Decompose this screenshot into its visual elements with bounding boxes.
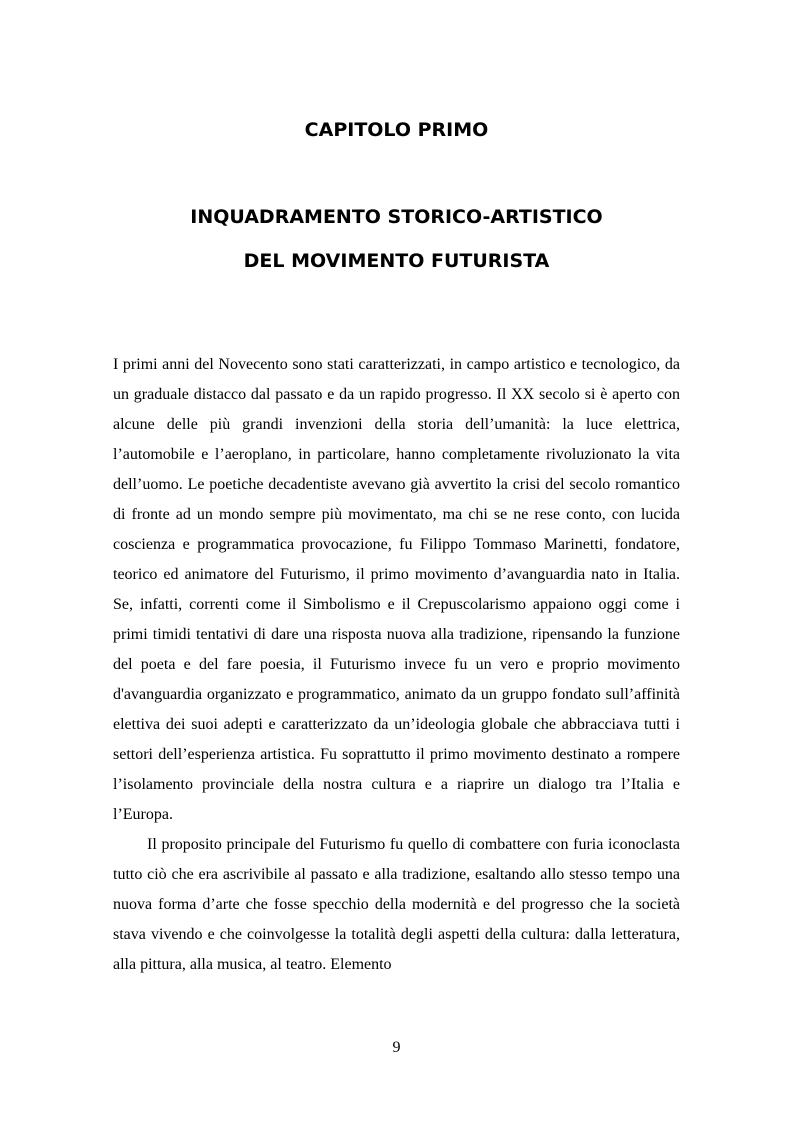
paragraph-1: I primi anni del Novecento sono stati caratterizzati, in campo artistico e tecnologico, da un graduale distacco dal passato e da un rapido progresso. Il XX secolo si è aperto con alcune delle più grandi invenzioni della storia dell’umanità: la luce elettrica, l’automobile e l’aeroplano, in particolare, hanno completamente rivoluzionato la vita dell’uomo. Le poetiche decadentiste avevano già avvertito la crisi del secolo romantico di fronte ad un mondo sempre più movimentato, ma chi se ne rese conto, con lucida coscienza e programmatica provocazione, fu Filippo Tommaso Marinetti, fondatore, teorico ed animatore del Futurismo, il primo movimento d’avanguardia nato in Italia. Se, infatti, correnti come il Simbolismo e il Crepuscolarismo appaiono oggi come i primi timidi tentativi di dare una risposta nuova alla tradizione, ripensando la funzione del poeta e del fare poesia, il Futurismo invece fu un vero e proprio movimento d'avanguardia organizzato e programmatico, animato da un gruppo fondato sull’affinità elettiva dei suoi adepti e caratterizzato da un’ideologia globale che abbracciava tutti i settori dell’esperienza artistica. Fu soprattutto il primo movimento destinato a rompere l’isolamento provinciale della nostra cultura e a riaprire un dialogo tra l’Italia e l’Europa. [113,356,680,823]
chapter-label: CAPITOLO PRIMO [304,119,489,141]
chapter-title-line-1: INQUADRAMENTO STORICO-ARTISTICO [190,206,603,228]
body-text [113,350,680,980]
chapter-title-line-2: DEL MOVIMENTO FUTURISTA [243,250,550,272]
page-number: 9 [392,1039,401,1056]
paragraph-2: Il proposito principale del Futurismo fu quello di combattere con furia iconoclasta tutto ciò che era ascrivibile al passato e alla tradizione, esaltando allo stesso tempo una nuova forma d’arte che fosse specchio della modernità e del progresso che la società stava vivendo e che coinvolgesse la totalità degli aspetti della cultura: dalla letteratura, alla pittura, alla musica, al teatro. Elemento [113,836,680,973]
